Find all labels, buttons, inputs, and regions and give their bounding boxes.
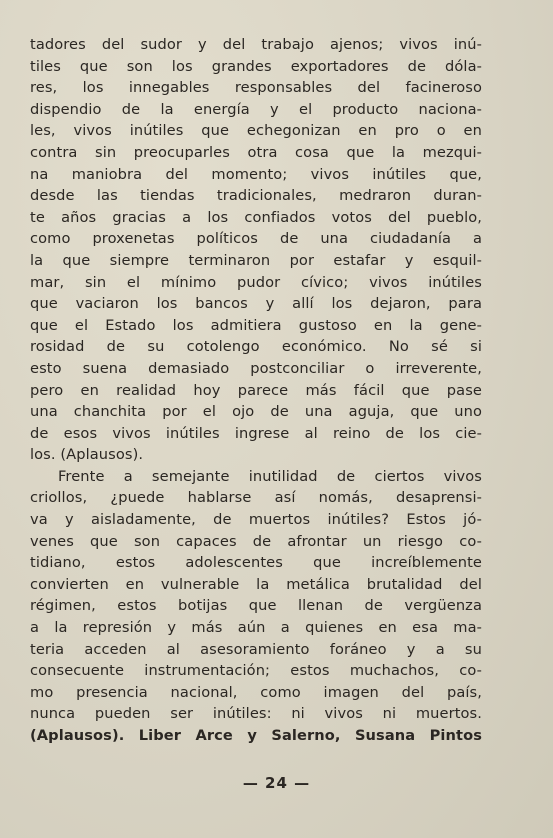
text-line: como proxenetas políticos de una ciudadanía a [30,230,482,248]
body-text [30,34,482,747]
text-line: te años gracias a los confiados votos del pueblo, [30,208,482,226]
text-line: nunca pueden ser inútiles: ni vivos ni muertos. [30,705,482,723]
text-line: esto suena demasiado postconciliar o irreverente, [30,359,482,377]
text-line: los. (Aplausos). [30,446,144,464]
text-line: convierten en vulnerable la metálica brutalidad del [30,575,482,593]
text-line: res, los innegables responsables del facineroso [30,79,482,97]
text-line: rosidad de su cotolengo económico. No sé si [30,338,482,356]
text-line: consecuente instrumentación; estos muchachos, co- [30,662,482,680]
text-line: na maniobra del momento; vivos inútiles que, [30,165,482,183]
text-line: una chanchita por el ojo de una aguja, que uno [30,403,482,421]
text-line: dispendio de la energía y el producto naciona- [30,100,482,118]
text-line: Frente a semejante inutilidad de ciertos vivos [58,467,482,485]
text-line: la que siempre terminaron por estafar y esquil- [30,251,482,269]
text-line: desde las tiendas tradicionales, medraron duran- [30,187,482,205]
text-line: criollos, ¿puede hablarse así nomás, desaprensi- [30,489,482,507]
text-line: régimen, estos botijas que llenan de vergüenza [30,597,482,615]
text-line: mo presencia nacional, como imagen del país, [30,683,482,701]
text-line: que vaciaron los bancos y allí los dejaron, para [30,295,482,313]
text-line: mar, sin el mínimo pudor cívico; vivos inútiles [30,273,482,291]
text-line: va y aisladamente, de muertos inútiles? Estos jó- [30,511,482,529]
text-line: de esos vivos inútiles ingrese al reino de los cie- [30,424,482,442]
text-line: tidiano, estos adolescentes que increíblemente [30,554,482,572]
text-line: contra sin preocuparles otra cosa que la mezqui- [30,143,482,161]
text-line: tiles que son los grandes exportadores de dóla- [30,57,482,75]
page-number: — 24 — [242,774,311,792]
paragraph-1 [30,34,482,466]
paragraph-2 [30,466,482,747]
text-line: pero en realidad hoy parece más fácil que pase [30,381,482,399]
text-line: venes que son capaces de afrontar un riesgo co- [30,532,482,550]
text-line: les, vivos inútiles que echegonizan en pro o en [30,122,482,140]
closing-line: (Aplausos). Liber Arce y Salerno, Susana Pintos [30,727,482,744]
text-line: tadores del sudor y del trabajo ajenos; vivos inú- [30,36,482,53]
text-line: a la represión y más aún a quienes en esa ma- [30,619,482,637]
text-line: teria acceden al asesoramiento foráneo y a su [30,640,482,658]
text-line: que el Estado los admitiera gustoso en la gene- [30,316,482,334]
